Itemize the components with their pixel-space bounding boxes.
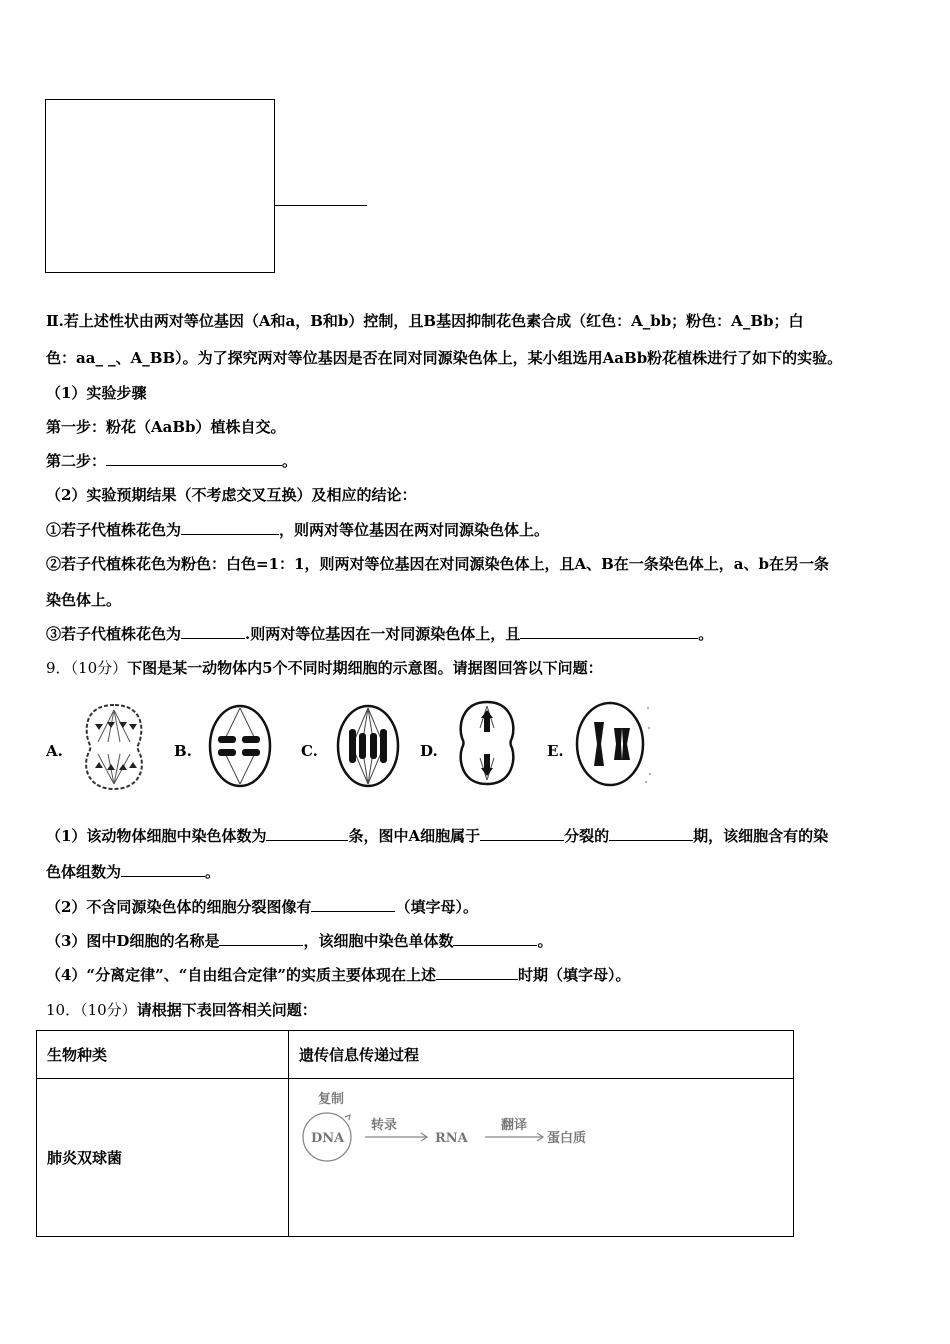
r3-suffix: 。 (698, 625, 714, 643)
q9-1b: 条，图中A细胞属于 (348, 827, 481, 845)
r1-suffix: ，则两对等位基因在两对同源染色体上。 (279, 521, 550, 539)
translation-label: 翻译 (501, 1118, 528, 1133)
q9-3c: 。 (537, 932, 553, 950)
cell-D-figure (454, 698, 520, 788)
q9-1e: 色体组数为 (46, 863, 122, 881)
result-1 (46, 520, 549, 540)
answer-box (45, 99, 275, 273)
cell-A-figure (78, 702, 150, 792)
q9-1a: （1）该动物体细胞中染色体数为 (46, 827, 267, 845)
process-diagram-cell (289, 1079, 794, 1237)
step2-suffix: 。 (282, 452, 298, 470)
q9-2-blank[interactable] (311, 897, 395, 912)
dna-label: DNA (311, 1131, 345, 1146)
q9-2b: （填字母）。 (395, 898, 478, 916)
label-A: A. (46, 742, 63, 760)
step2-blank[interactable] (106, 451, 282, 466)
gene-table (36, 1030, 794, 1237)
protein-label: 蛋白质 (547, 1131, 587, 1146)
q9-1-blank-3[interactable] (609, 826, 693, 841)
q10-text: 请根据下表回答相关问题： (136, 1001, 317, 1019)
r3-blank-2[interactable] (520, 624, 698, 639)
label-C: C. (301, 742, 318, 760)
r3-prefix: ③若子代植株花色为 (46, 625, 182, 643)
label-E: E. (547, 742, 564, 760)
result-2-line2: 染色体上。 (46, 591, 122, 609)
answer-line (275, 205, 367, 206)
organism-pneumococcus: 肺炎双球菌 (37, 1079, 289, 1237)
q9-sub4 (46, 965, 630, 985)
q9-stem (46, 658, 603, 678)
label-B: B. (174, 742, 192, 760)
cell-E-figure (574, 698, 654, 790)
q10-stem (46, 1000, 317, 1020)
q9-sub1-line1 (46, 826, 828, 846)
r3-mid: .则两对等位基因在一对同源染色体上，且 (245, 625, 521, 643)
r3-blank-1[interactable] (181, 624, 245, 639)
step2 (46, 451, 297, 471)
q9-1c: 分裂的 (564, 827, 610, 845)
q9-1d: 期，该细胞含有的染 (693, 827, 829, 845)
result-2-line1: ②若子代植株花色为粉色：白色=1：1，则两对等位基因在对同源染色体上，且A、B在一条染色体上，a、b在另一条 (46, 555, 829, 573)
q9-4-blank[interactable] (436, 965, 518, 980)
step2-prefix: 第二步： (46, 452, 107, 470)
q9-3-blank-2[interactable] (453, 931, 537, 946)
result-3 (46, 624, 713, 644)
label-D: D. (420, 742, 438, 760)
replication-label: 复制 (318, 1092, 345, 1107)
q9-2a: （2）不含同源染色体的细胞分裂图像有 (46, 898, 312, 916)
part2-line2: 色：aa_ _、A_BB）。为了探究两对等位基因是否在同对同源染色体上，某小组选用AaBb粉花植株进行了如下的实验。 (46, 349, 843, 367)
q9-1f: 。 (205, 863, 221, 881)
r1-blank[interactable] (181, 520, 279, 535)
q9-3-blank-1[interactable] (219, 931, 303, 946)
q9-number: 9．（10分） (46, 659, 128, 677)
q9-4b: 时期（填字母）。 (517, 966, 631, 984)
q10-number: 10．（10分） (46, 1001, 137, 1019)
q9-1-blank-1[interactable] (266, 826, 348, 841)
q9-1-blank-2[interactable] (480, 826, 564, 841)
part2-line1: Ⅱ.若上述性状由两对等位基因（A和a，B和b）控制，且B基因抑制花色素合成（红色：A_bb；粉色：A_Bb；白 (46, 312, 804, 330)
q9-text: 下图是某一动物体内5个不同时期细胞的示意图。请据图回答以下问题： (127, 659, 603, 677)
cell-C-figure (334, 703, 402, 789)
table-row (37, 1079, 794, 1237)
steps-title: （1）实验步骤 (46, 384, 147, 402)
q9-3a: （3）图中D细胞的名称是 (46, 932, 220, 950)
q9-sub2 (46, 897, 478, 917)
q9-1-blank-4[interactable] (121, 862, 205, 877)
step1: 第一步：粉花（AaBb）植株自交。 (46, 418, 286, 436)
table-head-organism: 生物种类 (37, 1031, 289, 1079)
results-title: （2）实验预期结果（不考虑交叉互换）及相应的结论： (46, 486, 417, 504)
table-header-row (37, 1031, 794, 1079)
q9-4a: （4）“分离定律”、“自由组合定律”的实质主要体现在上述 (46, 966, 436, 984)
table-head-process: 遗传信息传递过程 (289, 1031, 794, 1079)
r1-prefix: ①若子代植株花色为 (46, 521, 182, 539)
rna-label: RNA (435, 1131, 468, 1146)
q9-sub1-line2 (46, 862, 220, 882)
transcription-label: 转录 (371, 1118, 398, 1133)
q9-3b: ，该细胞中染色单体数 (303, 932, 454, 950)
q9-sub3 (46, 931, 552, 951)
central-dogma-diagram (301, 1087, 611, 1167)
cell-B-figure (206, 703, 274, 789)
